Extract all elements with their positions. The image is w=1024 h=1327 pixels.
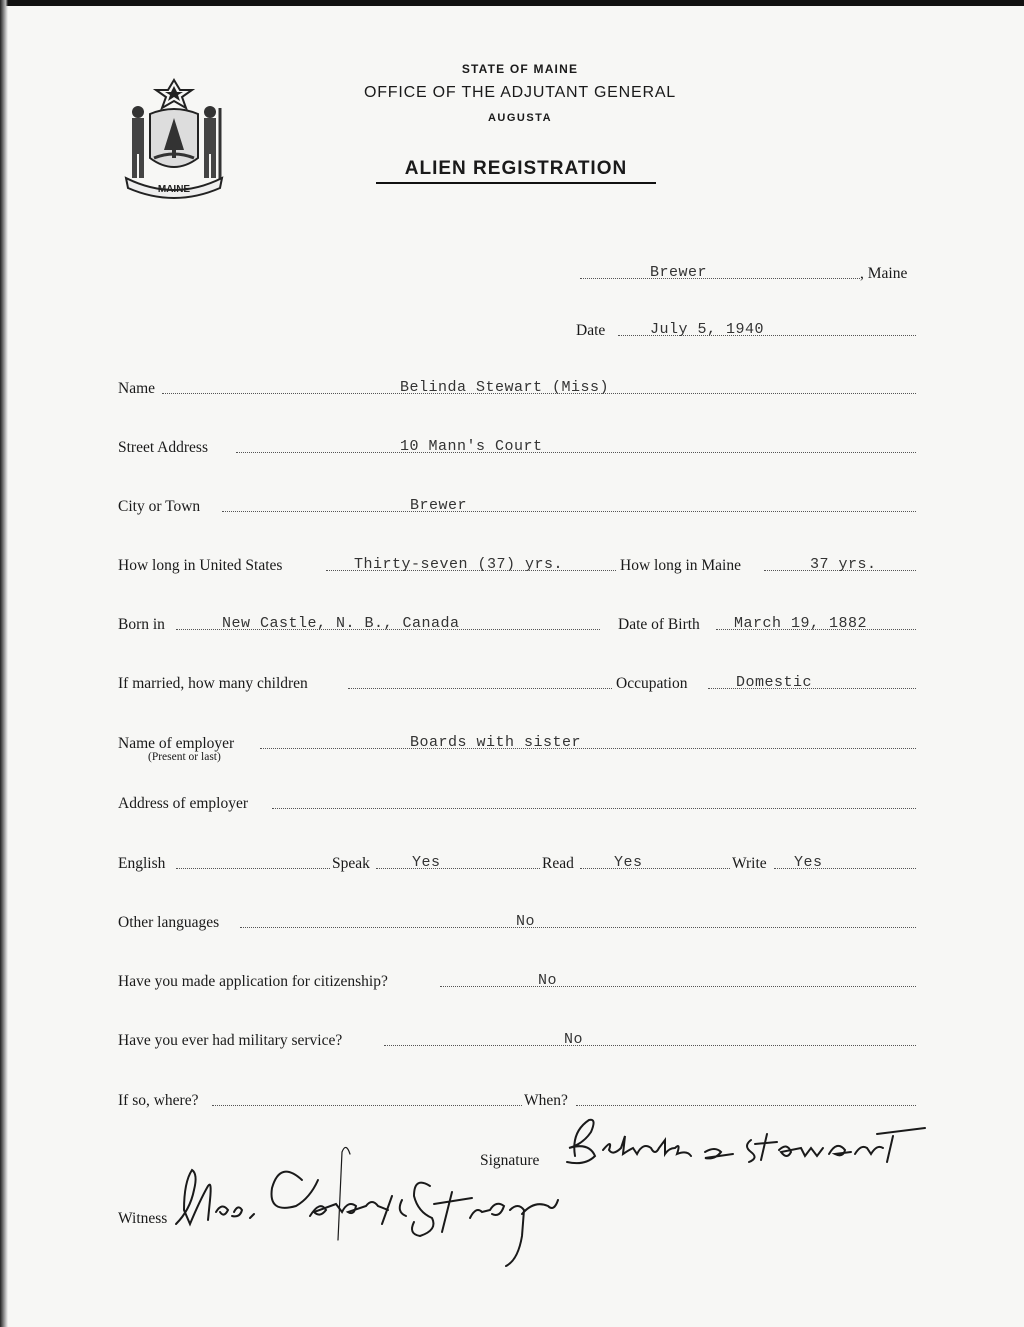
state-heading: STATE OF MAINE <box>461 62 579 76</box>
employer-value: Boards with sister <box>410 734 582 751</box>
military-row <box>118 1028 916 1050</box>
read-label: Read <box>542 855 574 872</box>
employer-sublabel: (Present or last) <box>148 751 221 763</box>
military-value: No <box>564 1031 584 1048</box>
city-label: City or Town <box>118 498 201 515</box>
street-value: 10 Mann's Court <box>400 438 543 455</box>
us-label: How long in United States <box>118 557 283 574</box>
where-label: If so, where? <box>118 1092 199 1109</box>
place-line <box>580 278 860 279</box>
name-row <box>118 376 916 398</box>
when-label: When? <box>524 1092 568 1109</box>
military-line <box>384 1045 916 1046</box>
citizenship-row <box>118 969 916 991</box>
other-languages-line <box>240 927 916 928</box>
office-heading: OFFICE OF THE ADJUTANT GENERAL <box>363 84 677 101</box>
other-languages-value: No <box>516 913 536 930</box>
witness-handwriting <box>170 1140 580 1280</box>
employer-address-line <box>272 808 916 809</box>
street-line <box>236 452 916 453</box>
employer-address-row <box>118 791 916 813</box>
employer-address-label: Address of employer <box>118 795 248 812</box>
other-languages-label: Other languages <box>118 914 220 931</box>
born-label: Born in <box>118 616 165 633</box>
english-label: English <box>118 855 166 872</box>
street-row <box>118 435 916 457</box>
date-label: Date <box>576 322 606 339</box>
occupation-label: Occupation <box>616 675 688 692</box>
place-value: Brewer <box>650 264 708 281</box>
name-value: Belinda Stewart (Miss) <box>400 379 610 396</box>
place-suffix: , Maine <box>860 265 908 282</box>
city-heading: AUGUSTA <box>487 112 553 124</box>
maine-state-seal <box>120 78 228 200</box>
where-line <box>212 1105 522 1106</box>
citizenship-line <box>440 986 916 987</box>
date-row <box>118 318 916 340</box>
scan-edge-left <box>0 0 8 1327</box>
speak-label: Speak <box>332 855 370 872</box>
date-value: July 5, 1940 <box>650 321 765 338</box>
where-when-row <box>118 1088 916 1110</box>
write-value: Yes <box>794 854 823 871</box>
residence-row <box>118 553 916 575</box>
write-label: Write <box>732 855 767 872</box>
city-line <box>222 511 916 512</box>
when-line <box>576 1105 916 1106</box>
children-label: If married, how many children <box>118 675 308 692</box>
military-label: Have you ever had military service? <box>118 1032 343 1049</box>
maine-value: 37 yrs. <box>810 556 877 573</box>
born-value: New Castle, N. B., Canada <box>222 615 460 632</box>
city-row <box>118 494 916 516</box>
english-row <box>118 851 916 873</box>
place-row <box>118 261 916 283</box>
name-label: Name <box>118 380 156 397</box>
english-line <box>176 868 330 869</box>
speak-value: Yes <box>412 854 441 871</box>
svg-text:MAINE: MAINE <box>157 184 191 195</box>
read-line <box>580 868 730 869</box>
speak-line <box>376 868 540 869</box>
children-line <box>348 688 612 689</box>
birth-row <box>118 612 916 634</box>
us-value: Thirty-seven (37) yrs. <box>354 556 564 573</box>
occupation-value: Domestic <box>736 674 813 691</box>
maine-label: How long in Maine <box>620 557 741 574</box>
citizenship-value: No <box>538 972 558 989</box>
read-value: Yes <box>614 854 643 871</box>
employer-row <box>118 731 916 753</box>
street-label: Street Address <box>118 439 208 456</box>
signature-handwriting <box>555 1110 930 1176</box>
employer-label: Name of employer <box>118 735 235 752</box>
witness-label: Witness <box>118 1210 168 1227</box>
form-title: ALIEN REGISTRATION <box>376 158 656 184</box>
employer-line <box>260 748 916 749</box>
city-value: Brewer <box>410 497 468 514</box>
citizenship-label: Have you made application for citizenship? <box>118 973 388 990</box>
signature-label: Signature <box>480 1152 540 1169</box>
other-languages-row <box>118 910 916 932</box>
dob-value: March 19, 1882 <box>734 615 868 632</box>
scan-edge-top <box>0 0 1024 6</box>
children-row <box>118 671 916 693</box>
dob-label: Date of Birth <box>618 616 700 633</box>
